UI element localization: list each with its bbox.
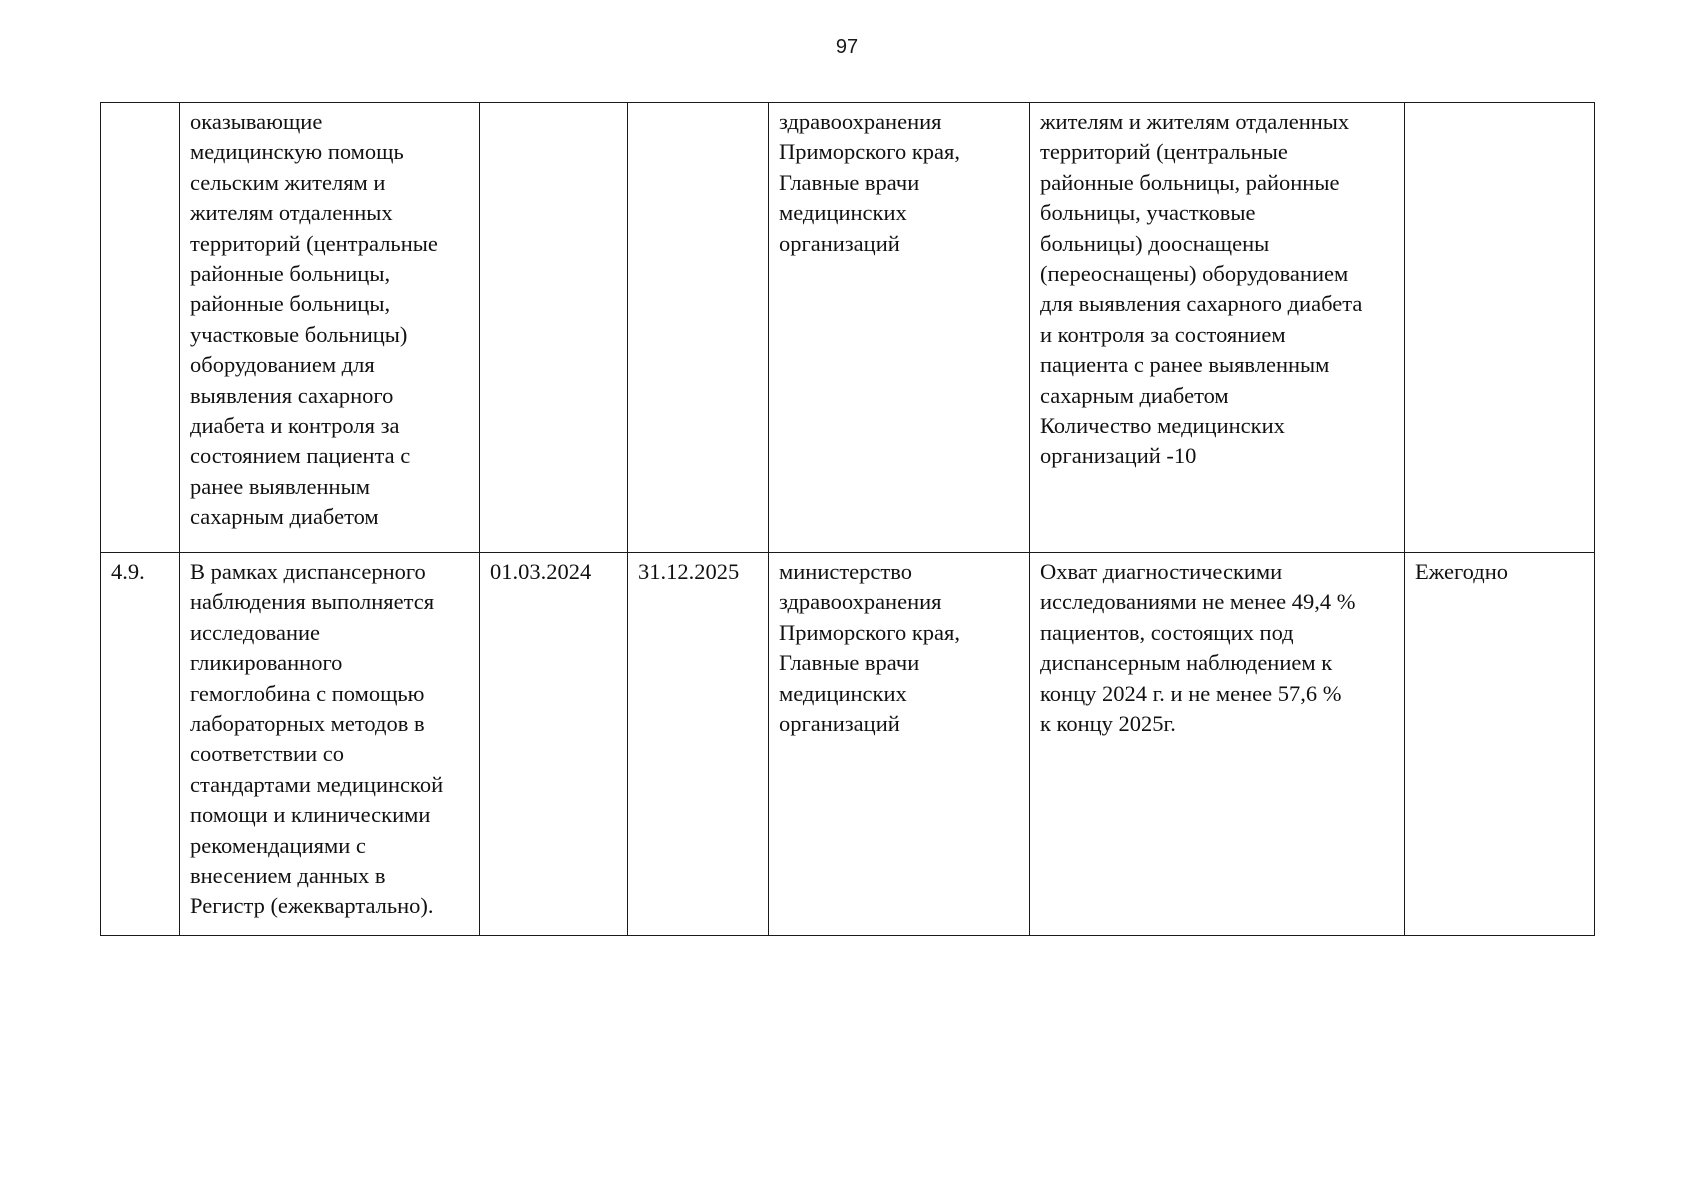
cell-periodicity: Ежегодно bbox=[1405, 553, 1595, 936]
cell-result: жителям и жителям отдаленных территорий (центральные районные больницы, районные больницы, участковые больницы) дооснащены (переоснащены) оборудованием для выявления сахарного диабета и контроля за состоянием пациента с ранее выявленным сахарным диабетом Количество медицинских организаций -10 bbox=[1030, 103, 1405, 553]
cell-periodicity bbox=[1405, 103, 1595, 553]
table-row bbox=[101, 103, 1595, 553]
cell-measure-name: В рамках диспансерного наблюдения выполняется исследование гликированного гемоглобина с помощью лабораторных методов в соответствии со стандартами медицинской помощи и клиническими рекомендациями с внесением данных в Регистр (ежеквартально). bbox=[180, 553, 480, 936]
cell-responsible: здравоохранения Приморского края, Главные врачи медицинских организаций bbox=[769, 103, 1030, 553]
cell-end-date bbox=[628, 103, 769, 553]
cell-item-number: 4.9. bbox=[101, 553, 180, 936]
table-row bbox=[101, 553, 1595, 936]
cell-result: Охват диагностическими исследованиями не менее 49,4 % пациентов, состоящих под диспансерным наблюдением к концу 2024 г. и не менее 57,6 % к концу 2025г. bbox=[1030, 553, 1405, 936]
cell-start-date bbox=[480, 103, 628, 553]
page-number: 97 bbox=[835, 36, 859, 58]
cell-measure-name: оказывающие медицинскую помощь сельским жителям и жителям отдаленных территорий (центральные районные больницы, районные больницы, участковые больницы) оборудованием для выявления сахарного диабета и контроля за состоянием пациента с ранее выявленным сахарным диабетом bbox=[180, 103, 480, 553]
cell-start-date: 01.03.2024 bbox=[480, 553, 628, 936]
cell-responsible: министерство здравоохранения Приморского края, Главные врачи медицинских организаций bbox=[769, 553, 1030, 936]
cell-item-number bbox=[101, 103, 180, 553]
cell-end-date: 31.12.2025 bbox=[628, 553, 769, 936]
measures-table bbox=[100, 102, 1595, 936]
